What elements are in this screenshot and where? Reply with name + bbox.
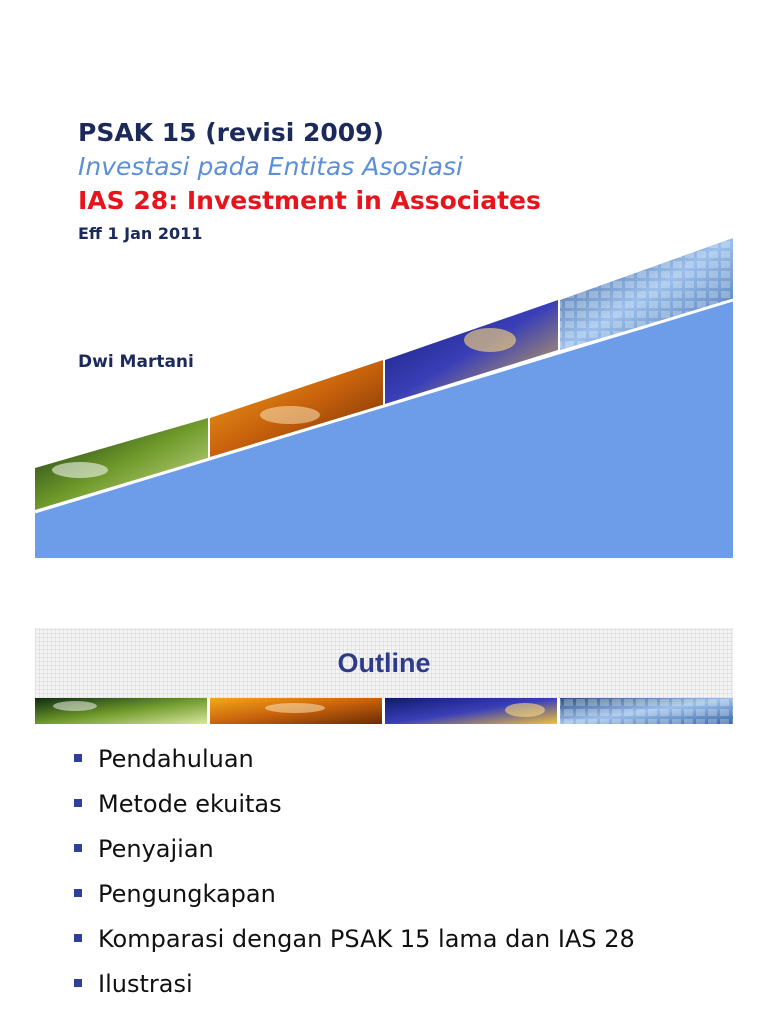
outline-header xyxy=(35,628,733,698)
list-item: Pengungkapan xyxy=(72,875,635,920)
list-item: Pendahuluan xyxy=(72,740,635,785)
outline-slide xyxy=(0,600,768,1024)
list-item: Ilustrasi xyxy=(72,965,635,1010)
photo-strip xyxy=(35,698,733,724)
title-line-1: PSAK 15 (revisi 2009) xyxy=(78,118,384,147)
blue-wedge xyxy=(35,300,733,558)
bullet-square-icon xyxy=(74,889,82,897)
author-name: Dwi Martani xyxy=(78,352,194,372)
list-item: Komparasi dengan PSAK 15 lama dan IAS 28 xyxy=(72,920,635,965)
title-line-3: IAS 28: Investment in Associates xyxy=(78,186,541,215)
list-item: Penyajian xyxy=(72,830,635,875)
title-line-2: Investasi pada Entitas Asosiasi xyxy=(78,152,463,181)
bullet-square-icon xyxy=(74,979,82,987)
list-item: Metode ekuitas xyxy=(72,785,635,830)
bullet-square-icon xyxy=(74,754,82,762)
effective-date: Eff 1 Jan 2011 xyxy=(78,224,203,243)
bullet-square-icon xyxy=(74,844,82,852)
title-block xyxy=(78,116,541,243)
outline-list xyxy=(72,740,635,1010)
outline-heading: Outline xyxy=(337,648,431,678)
bullet-square-icon xyxy=(74,799,82,807)
bullet-square-icon xyxy=(74,934,82,942)
